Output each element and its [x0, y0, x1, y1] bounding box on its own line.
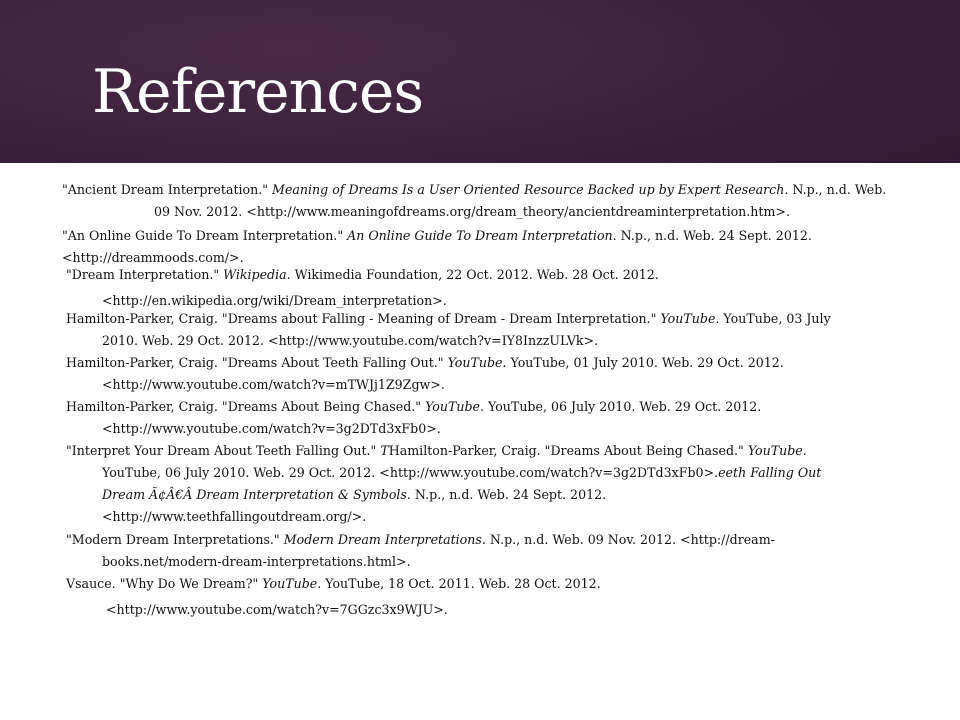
reference-2: "An Online Guide To Dream Interpretation." An Online Guide To Dream Interpretation. N.p., n.d. Web. 24 Sept. 2012. <http://dreammoods.com/>. — [62, 228, 812, 265]
reference-1: "Ancient Dream Interpretation." Meaning of Dreams Is a User Oriented Resource Backed up by Expert Research. N.p., n.d. Web. 09 Nov. 2012. <http://www.meaningofdreams.org/dream_theory/ancientdreaminterpretation.htm>. — [62, 182, 887, 219]
reference-9: Vsauce. "Why Do We Dream?" YouTube. YouTube, 18 Oct. 2011. Web. 28 Oct. 2012. <http://www.youtube.com/watch?v=7GGzc3x9WJU>. — [66, 576, 601, 617]
reference-5: Hamilton-Parker, Craig. "Dreams About Teeth Falling Out." YouTube. YouTube, 01 July 2010. Web. 29 Oct. 2012. <http://www.youtube.com/watch?v=mTWJj1Z9Zgw>. — [66, 355, 784, 392]
reference-4: Hamilton-Parker, Craig. "Dreams about Falling - Meaning of Dream - Dream Interpretation." YouTube. YouTube, 03 July 2010. Web. 29 Oct. 2012. <http://www.youtube.com/watch?v=IY8InzzULVk>. — [66, 311, 831, 348]
reference-8: "Modern Dream Interpretations." Modern Dream Interpretations. N.p., n.d. Web. 09 Nov. 2012. <http://dream- books.net/modern-dream-interpretations.html>. — [66, 532, 775, 569]
reference-6: Hamilton-Parker, Craig. "Dreams About Being Chased." YouTube. YouTube, 06 July 2010. Web. 29 Oct. 2012. <http://www.youtube.com/watch?v=3g2DTd3xFb0>. — [66, 399, 762, 436]
reference-3: "Dream Interpretation." Wikipedia. Wikimedia Foundation, 22 Oct. 2012. Web. 28 Oct. 2012. <http://en.wikipedia.org/wiki/Dream_interpretation>. — [66, 267, 659, 308]
reference-7: "Interpret Your Dream About Teeth Falling Out." THamilton-Parker, Craig. "Dreams About Being Chased." YouTube. YouTube, 06 July 2010. Web. 29 Oct. 2012. <http://www.youtube.com/watch?v=3g2DTd3xFb0>.eeth Falling Out Dream Ã¢Â€Â Dream Interpretation & Symbols. N.p., n.d. Web. 24 Sept. 2012. <http://www.teethfallingoutdream.org/>. — [66, 443, 822, 524]
slide-title: References — [92, 57, 424, 127]
